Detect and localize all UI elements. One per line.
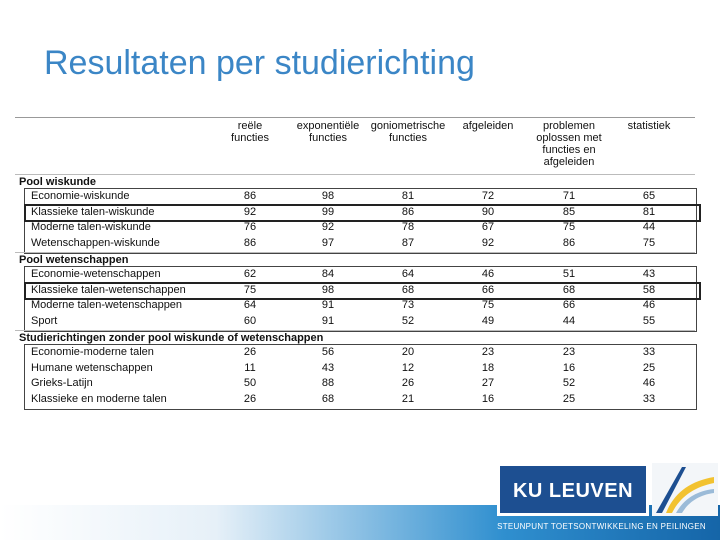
ku-leuven-logo bbox=[497, 463, 649, 516]
row-label: Moderne talen-wetenschappen bbox=[31, 299, 183, 311]
table-cell: 76 bbox=[243, 221, 257, 233]
table-cell: 75 bbox=[481, 299, 495, 311]
table-cell: 86 bbox=[243, 190, 257, 202]
table-cell: 64 bbox=[243, 299, 257, 311]
group-divider bbox=[15, 174, 695, 175]
group-heading: Studierichtingen zonder pool wiskunde of wetenschappen bbox=[19, 332, 324, 344]
table-cell: 26 bbox=[243, 392, 257, 405]
column-header-line: afgeleiden bbox=[462, 120, 514, 132]
table-cell: 92 bbox=[481, 236, 495, 249]
table-cell: 60 bbox=[243, 314, 257, 327]
table-cell: 16 bbox=[481, 392, 495, 405]
table-cell: 75 bbox=[642, 236, 656, 249]
table-cell: 85 bbox=[562, 205, 576, 218]
table-cell: 78 bbox=[401, 221, 415, 233]
column-header-line: functies bbox=[309, 132, 347, 144]
table-cell: 65 bbox=[642, 190, 656, 202]
column-header-line: problemen bbox=[543, 120, 595, 132]
table-top-rule bbox=[15, 117, 695, 118]
row-label: Klassieke talen-wiskunde bbox=[31, 205, 155, 218]
table-cell: 56 bbox=[321, 346, 335, 358]
table-cell: 55 bbox=[642, 314, 656, 327]
table-cell: 43 bbox=[642, 268, 656, 280]
table-cell: 12 bbox=[401, 361, 415, 374]
group-heading: Pool wetenschappen bbox=[19, 254, 129, 266]
table-cell: 75 bbox=[243, 283, 257, 296]
column-header bbox=[529, 120, 609, 168]
table-cell: 81 bbox=[642, 205, 656, 218]
column-header-line: reële bbox=[237, 120, 263, 132]
table-cell: 98 bbox=[321, 190, 335, 202]
column-header bbox=[283, 120, 373, 144]
table-cell: 23 bbox=[481, 346, 495, 358]
group-divider bbox=[15, 252, 695, 253]
table-cell: 67 bbox=[481, 221, 495, 233]
table-row bbox=[15, 299, 701, 312]
table-cell: 91 bbox=[321, 299, 335, 311]
table-row bbox=[15, 362, 701, 375]
table-cell: 26 bbox=[243, 346, 257, 358]
column-header-line: functies bbox=[231, 132, 269, 144]
table-row bbox=[15, 268, 701, 281]
table-cell: 75 bbox=[562, 221, 576, 233]
table-row bbox=[15, 393, 701, 406]
table-cell: 18 bbox=[481, 361, 495, 374]
column-header bbox=[453, 120, 523, 132]
table-cell: 23 bbox=[562, 346, 576, 358]
row-label: Economie-wetenschappen bbox=[31, 268, 161, 280]
table-cell: 27 bbox=[481, 377, 495, 389]
table-cell: 98 bbox=[321, 283, 335, 296]
table-cell: 64 bbox=[401, 268, 415, 280]
table-cell: 46 bbox=[642, 377, 656, 389]
column-header-line: goniometrische bbox=[370, 120, 446, 132]
logo-text: KU LEUVEN bbox=[512, 480, 634, 502]
table-cell: 86 bbox=[401, 205, 415, 218]
table-cell: 33 bbox=[642, 346, 656, 358]
table-cell: 81 bbox=[401, 190, 415, 202]
table-row bbox=[15, 377, 701, 390]
table-cell: 99 bbox=[321, 205, 335, 218]
table-cell: 90 bbox=[481, 205, 495, 218]
group-divider bbox=[15, 330, 695, 331]
table-row bbox=[15, 315, 701, 328]
table-cell: 20 bbox=[401, 346, 415, 358]
table-cell: 49 bbox=[481, 314, 495, 327]
table-cell: 92 bbox=[321, 221, 335, 233]
table-cell: 66 bbox=[481, 283, 495, 296]
table-cell: 92 bbox=[243, 205, 257, 218]
column-header-line: functies bbox=[389, 132, 427, 144]
table-cell: 26 bbox=[401, 377, 415, 389]
column-header-line: afgeleiden bbox=[543, 156, 595, 168]
column-header-line: exponentiële bbox=[296, 120, 360, 132]
column-header bbox=[619, 120, 679, 132]
table-row bbox=[15, 206, 701, 219]
table-cell: 66 bbox=[562, 299, 576, 311]
table-cell: 88 bbox=[321, 377, 335, 389]
column-header-line: oplossen met bbox=[536, 132, 602, 144]
table-cell: 62 bbox=[243, 268, 257, 280]
table-cell: 73 bbox=[401, 299, 415, 311]
slide-title: Resultaten per studierichting bbox=[44, 44, 475, 82]
table-cell: 86 bbox=[243, 236, 257, 249]
table-cell: 33 bbox=[642, 392, 656, 405]
table-row bbox=[15, 190, 701, 203]
column-header bbox=[363, 120, 453, 144]
row-label: Moderne talen-wiskunde bbox=[31, 221, 151, 233]
table-cell: 51 bbox=[562, 268, 576, 280]
table-cell: 44 bbox=[562, 314, 576, 327]
seal-graphic bbox=[652, 463, 718, 516]
row-label: Economie-moderne talen bbox=[31, 346, 154, 358]
table-cell: 11 bbox=[244, 361, 256, 374]
table-cell: 68 bbox=[401, 283, 415, 296]
row-label: Grieks-Latijn bbox=[31, 377, 93, 389]
table-cell: 58 bbox=[642, 283, 656, 296]
table-cell: 52 bbox=[401, 314, 415, 327]
column-header bbox=[220, 120, 280, 144]
university-seal-icon bbox=[652, 463, 718, 516]
row-label: Wetenschappen-wiskunde bbox=[31, 236, 160, 249]
column-header-line: statistiek bbox=[627, 120, 671, 132]
row-label: Sport bbox=[31, 314, 58, 327]
row-label: Klassieke talen-wetenschappen bbox=[31, 283, 186, 296]
table-cell: 44 bbox=[642, 221, 656, 233]
table-row bbox=[15, 284, 701, 297]
table-cell: 46 bbox=[642, 299, 656, 311]
table-cell: 52 bbox=[562, 377, 576, 389]
group-heading: Pool wiskunde bbox=[19, 176, 97, 188]
table-cell: 25 bbox=[562, 392, 576, 405]
table-row bbox=[15, 346, 701, 359]
table-cell: 46 bbox=[481, 268, 495, 280]
table-cell: 87 bbox=[401, 236, 415, 249]
table-cell: 43 bbox=[321, 361, 335, 374]
table-cell: 68 bbox=[562, 283, 576, 296]
footer-text: STEUNPUNT TOETSONTWIKKELING EN PEILINGEN bbox=[497, 522, 706, 531]
table-cell: 21 bbox=[401, 392, 415, 405]
table-cell: 68 bbox=[321, 392, 335, 405]
table-cell: 72 bbox=[481, 190, 495, 202]
table-cell: 50 bbox=[243, 377, 257, 389]
table-row bbox=[15, 237, 701, 250]
results-table bbox=[15, 117, 701, 403]
table-row bbox=[15, 221, 701, 234]
row-label: Humane wetenschappen bbox=[31, 361, 153, 374]
table-cell: 97 bbox=[321, 236, 335, 249]
table-cell: 16 bbox=[562, 361, 576, 374]
table-cell: 71 bbox=[562, 190, 576, 202]
column-header-line: functies en bbox=[542, 144, 596, 156]
table-cell: 91 bbox=[321, 314, 335, 327]
row-label: Klassieke en moderne talen bbox=[31, 392, 167, 405]
table-cell: 84 bbox=[321, 268, 335, 280]
table-cell: 25 bbox=[642, 361, 656, 374]
table-cell: 86 bbox=[562, 236, 576, 249]
row-label: Economie-wiskunde bbox=[31, 190, 130, 202]
